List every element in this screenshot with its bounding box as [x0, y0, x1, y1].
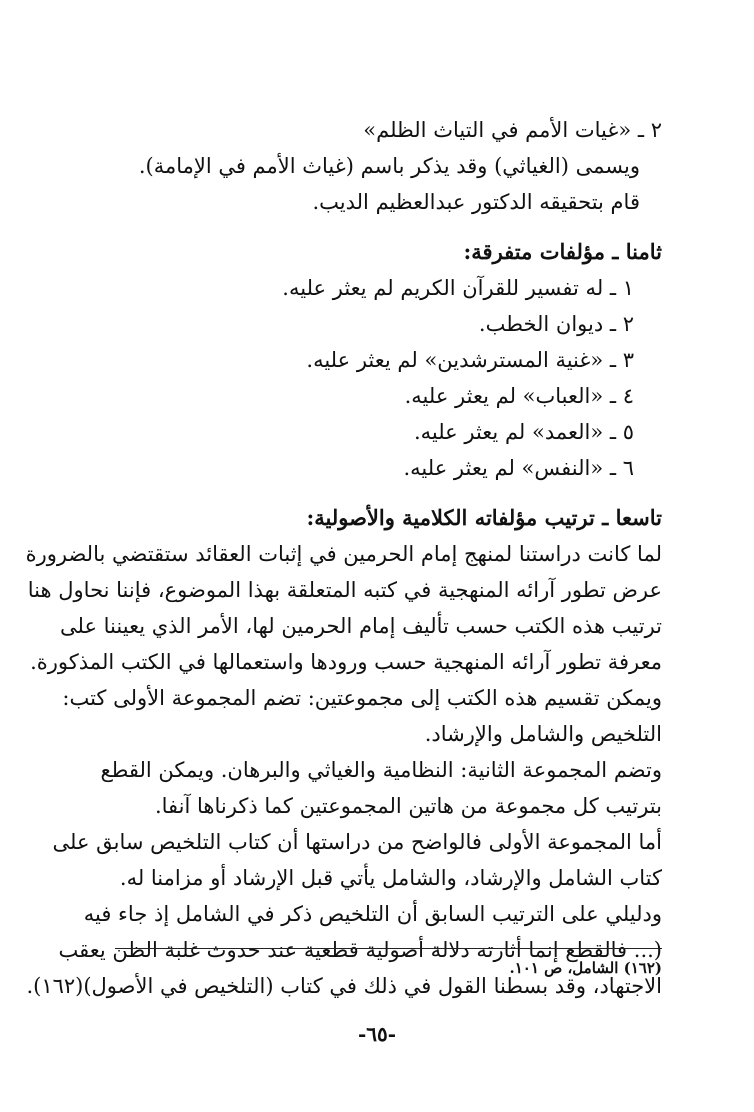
section-two-line: ويسمى (الغياثي) وقد يذكر باسم (غياث الأمم في الإمامة).: [138, 154, 640, 178]
paragraph-line: التلخيص والشامل والإرشاد.: [424, 722, 662, 746]
paragraph-line: وتضم المجموعة الثانية: النظامية والغياثي والبرهان. ويمكن القطع: [100, 758, 662, 782]
paragraph-line: بترتيب كل مجموعة من هاتين المجموعتين كما ذكرناها آنفا.: [154, 794, 662, 818]
paragraph-line: ويمكن تقسيم هذه الكتب إلى مجموعتين: تضم المجموعة الأولى كتب:: [62, 686, 662, 710]
footnote: (١٦٢) الشامل، ص ١٠١.: [509, 959, 662, 977]
paragraph-line: كتاب الشامل والإرشاد، والشامل يأتي قبل الإرشاد أو مزامنا له.: [119, 866, 662, 890]
paragraph-line: أما المجموعة الأولى فالواضح من دراستها أن كتاب التلخيص سابق على: [52, 830, 662, 854]
paragraph-line: معرفة تطور آرائه المنهجية حسب ورودها واستعمالها في الكتب المذكورة.: [30, 650, 662, 674]
paragraph-line: ودليلي على الترتيب السابق أن التلخيص ذكر في الشامل إذ جاء فيه: [83, 902, 662, 926]
section-nine-heading: تاسعا ـ ترتيب مؤلفاته الكلامية والأصولية:: [306, 505, 662, 530]
list-item: ٣ ـ «غنية المسترشدين» لم يعثر عليه.: [306, 348, 634, 372]
section-two-title: ٢ ـ «غيات الأمم في التياث الظلم»: [363, 118, 662, 142]
paragraph-line: الاجتهاد، وقد بسطنا القول في ذلك في كتاب (التلخيص في الأصول)(١٦٢).: [26, 974, 662, 998]
paragraph-line: (... فالقطع إنما أثارته دلالة أصولية قطعية عند حدوث غلبة الظن يعقب: [58, 938, 662, 962]
section-eight-heading: ثامنا ـ مؤلفات متفرقة:: [463, 239, 662, 264]
list-item: ٤ ـ «العباب» لم يعثر عليه.: [404, 384, 634, 408]
paragraph-line: ترتيب هذه الكتب حسب تأليف إمام الحرمين لها، الأمر الذي يعيننا على: [60, 614, 662, 638]
list-item: ٢ ـ ديوان الخطب.: [478, 312, 634, 336]
list-item: ١ ـ له تفسير للقرآن الكريم لم يعثر عليه.: [282, 276, 634, 300]
section-two-line: قام بتحقيقه الدكتور عبدالعظيم الديب.: [312, 190, 640, 214]
list-item: ٥ ـ «العمد» لم يعثر عليه.: [413, 420, 634, 444]
paragraph-line: عرض تطور آرائه المنهجية في كتبه المتعلقة بهذا الموضوع، فإننا نحاول هنا: [27, 578, 662, 602]
paragraph-line: لما كانت دراستنا لمنهج إمام الحرمين في إثبات العقائد ستقتضي بالضرورة: [25, 542, 662, 566]
footnote-divider: [115, 948, 662, 949]
list-item: ٦ ـ «النفس» لم يعثر عليه.: [403, 456, 634, 480]
main-text: [25, 112, 662, 1004]
page-number: -٦٥-: [357, 1022, 397, 1046]
